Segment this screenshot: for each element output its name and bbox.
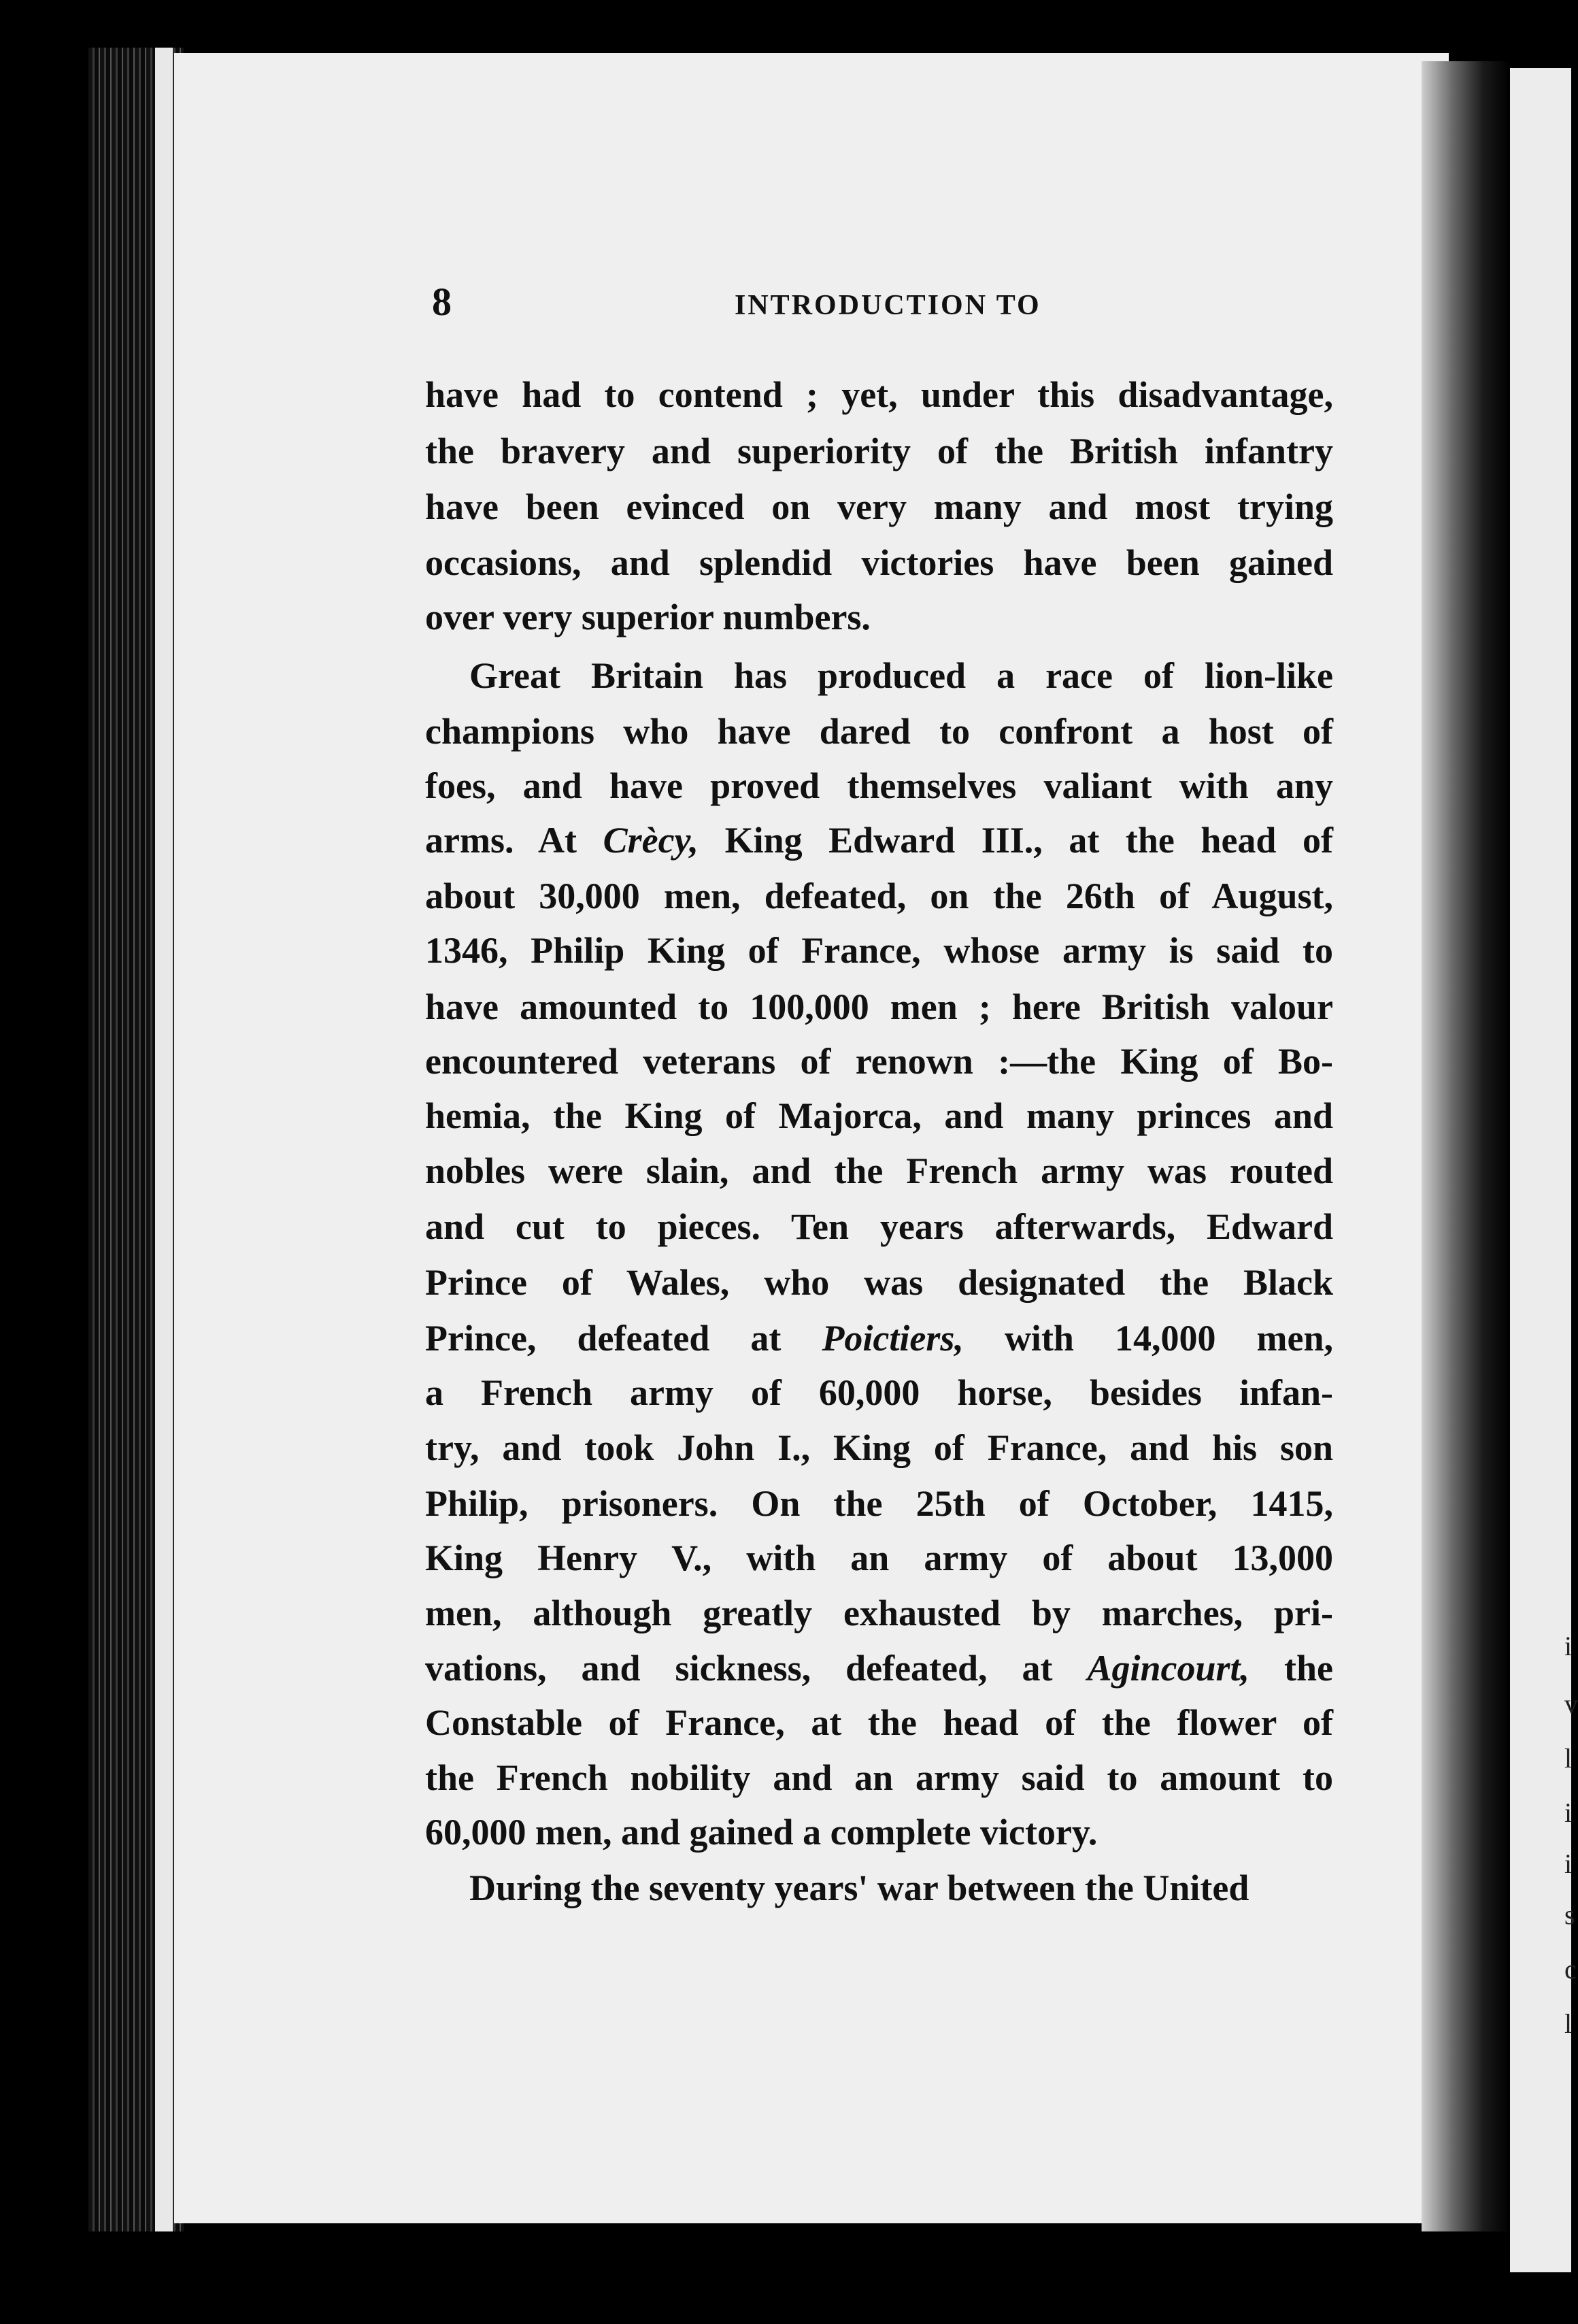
text-line — [425, 983, 1333, 1031]
text-line — [425, 1424, 1333, 1472]
text-line — [425, 652, 1333, 699]
text-line — [425, 1203, 1333, 1250]
text-run: occasions, and splendid victories have been gained — [425, 542, 1333, 583]
facing-page-edge — [1510, 68, 1578, 2272]
facing-page-letter: i — [1564, 1797, 1573, 1828]
italic-place-name: Crècy, — [603, 820, 699, 861]
text-run: the French nobility and an army said to amount to — [425, 1757, 1333, 1798]
text-run: the — [1249, 1648, 1334, 1689]
text-line — [425, 708, 1333, 755]
page-number: 8 — [432, 280, 452, 324]
text-run: arms. At — [425, 820, 603, 861]
text-run: over very superior numbers. — [425, 597, 871, 637]
text-run: men, although greatly exhausted by marches, pri- — [425, 1593, 1333, 1633]
text-line — [425, 1314, 1333, 1362]
text-run: Great Britain has produced a race of lion-like — [469, 655, 1333, 696]
text-run: a French army of 60,000 horse, besides infan- — [425, 1372, 1333, 1413]
text-run: nobles were slain, and the French army was routed — [425, 1150, 1333, 1191]
text-line — [425, 427, 1333, 475]
text-run: 1346, Philip King of France, whose army is said to — [425, 930, 1333, 971]
text-run: champions who have dared to confront a host of — [425, 711, 1333, 752]
text-run: Philip, prisoners. On the 25th of October, 1415, — [425, 1483, 1333, 1524]
text-run: Prince of Wales, who was designated the Black — [425, 1262, 1333, 1303]
text-run: try, and took John I., King of France, and his son — [425, 1427, 1333, 1468]
text-line — [425, 1808, 1333, 1856]
text-run: 60,000 men, and gained a complete victory. — [425, 1812, 1098, 1853]
text-line — [425, 1092, 1333, 1140]
text-run: and cut to pieces. Ten years afterwards, Edward — [425, 1206, 1333, 1247]
text-line — [425, 1864, 1333, 1912]
text-run: have been evinced on very many and most trying — [425, 486, 1333, 527]
text-run: foes, and have proved themselves valiant with any — [425, 765, 1333, 806]
text-line — [425, 371, 1333, 418]
text-line — [425, 1038, 1333, 1085]
facing-page-letter: c — [1564, 1954, 1577, 1985]
facing-page-letter: i — [1564, 1848, 1573, 1879]
facing-page-letter: l — [1564, 2008, 1573, 2039]
text-run: King Henry V., with an army of about 13,000 — [425, 1538, 1333, 1578]
page-edge — [155, 48, 173, 2231]
facing-page-letter: s — [1564, 1899, 1575, 1930]
text-run: encountered veterans of renown :—the King of Bo- — [425, 1041, 1333, 1082]
text-run: vations, and sickness, defeated, at — [425, 1648, 1088, 1689]
text-line — [425, 872, 1333, 920]
text-line — [425, 816, 1333, 864]
text-line — [425, 1147, 1333, 1195]
text-line — [425, 1534, 1333, 1582]
italic-place-name: Agincourt, — [1087, 1648, 1250, 1689]
italic-place-name: Poictiers, — [822, 1318, 964, 1359]
text-run: have had to contend ; yet, under this disadvantage, — [425, 374, 1333, 415]
text-run: about 30,000 men, defeated, on the 26th of August, — [425, 876, 1333, 916]
facing-page-letter: v — [1564, 1689, 1578, 1719]
text-run: the bravery and superiority of the British infantry — [425, 431, 1333, 471]
text-run: Prince, defeated at — [425, 1318, 822, 1359]
facing-page-letter: l — [1564, 1743, 1573, 1774]
text-line — [425, 1589, 1333, 1637]
text-line — [425, 1259, 1333, 1306]
text-line — [425, 762, 1333, 810]
text-run: During the seventy years' war between the United — [469, 1868, 1249, 1908]
text-line — [425, 1644, 1333, 1692]
text-line — [425, 927, 1333, 974]
text-line — [425, 1699, 1333, 1746]
text-run: Constable of France, at the head of the flower of — [425, 1702, 1333, 1743]
text-run: with 14,000 men, — [963, 1318, 1333, 1359]
text-line — [425, 483, 1333, 531]
running-head: INTRODUCTION TO — [735, 290, 1041, 321]
text-line — [425, 593, 1333, 641]
text-run: hemia, the King of Majorca, and many princes and — [425, 1095, 1333, 1136]
text-run: have amounted to 100,000 men ; here British valour — [425, 986, 1333, 1027]
text-line — [425, 1754, 1333, 1802]
text-line — [425, 539, 1333, 586]
text-line — [425, 1480, 1333, 1527]
facing-page-letter: i — [1564, 1631, 1573, 1661]
gutter-shadow — [1422, 61, 1510, 2231]
text-run: King Edward III., at the head of — [699, 820, 1334, 861]
text-line — [425, 1369, 1333, 1416]
